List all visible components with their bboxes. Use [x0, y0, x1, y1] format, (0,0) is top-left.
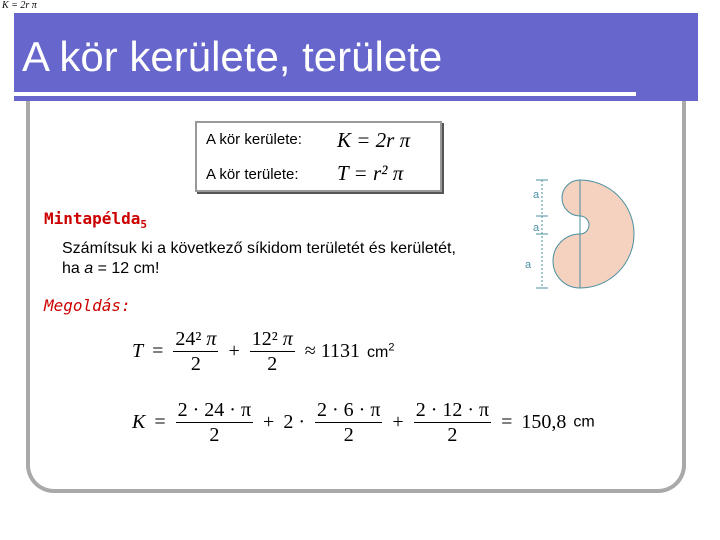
area-result: ≈ 1131 [304, 340, 360, 362]
figure-label-a1: a [533, 189, 540, 201]
task-line-2-pre: ha [62, 260, 85, 277]
area-lhs: T [132, 340, 144, 362]
page-title: A kör kerülete, területe [22, 33, 443, 80]
task-line-2-post: = 12 cm! [93, 260, 160, 277]
perimeter-result: 150,8 [521, 411, 567, 433]
area-term-1: $\frac{\text{24² π}}{2}$ [175, 328, 217, 375]
perimeter-unit: cm [573, 413, 595, 431]
perimeter-term-1-den: 2 [209, 424, 220, 446]
formula-box [195, 121, 442, 192]
area-term-2: $\frac{\text{12² π}}{2}$ [251, 328, 293, 375]
task-variable: a [84, 260, 94, 277]
area-term-2-num: 12² [251, 328, 278, 350]
area-term-1-den: 2 [190, 353, 201, 375]
perimeter-term-3-num: 2 · 12 · π [415, 399, 490, 421]
area-term-1-num: 24² [175, 328, 202, 350]
perimeter-term-1 [176, 398, 253, 447]
figure-shape [520, 176, 640, 296]
figure-outline [553, 180, 634, 288]
area-unit-exp: 2 [388, 341, 395, 354]
title-bar [14, 13, 698, 101]
area-unit-text: cm [366, 343, 389, 361]
area-equation: T = $\frac{\text{24² π}}{2}$ + $\frac{\text{12² π}}{2}$ ≈ 1131 $cm^2$ [132, 328, 395, 375]
perimeter-equation: K = $\frac{2 \cdot 24 \cdot \pi}{2}$ + 2 · $\frac{2 \cdot 6 \cdot \pi}{2}$ + $\frac{2 \cdot 12 \cdot \pi}{2}$ = 150,8 cm [132, 399, 595, 446]
perimeter-term-3-den: 2 [447, 424, 458, 446]
example-label: Mintapélda [44, 209, 141, 228]
perimeter-term-1-num: 2 · 24 · π [177, 399, 252, 421]
perimeter-formula: K = 2r π [337, 128, 411, 152]
corner-formula: K = 2r π [2, 0, 37, 11]
example-heading [44, 209, 147, 231]
title-underline [14, 92, 636, 96]
perimeter-term-2-num: 2 · 6 · π [317, 399, 381, 421]
area-unit [366, 341, 395, 361]
task-line-1: Számítsuk ki a következő síkidom területét és kerületét, [62, 240, 456, 257]
perimeter-coef: 2 · [283, 411, 305, 433]
task-text [62, 239, 456, 279]
area-formula: T = r² π [337, 161, 404, 185]
solution-label: Megoldás: [44, 296, 131, 315]
perimeter-term-2 [315, 398, 382, 447]
task-line-2 [62, 259, 456, 279]
perimeter-lhs: K [132, 411, 146, 433]
area-term-2-den: 2 [267, 353, 278, 375]
perimeter-term-3 [414, 398, 491, 447]
example-number: 5 [140, 218, 147, 232]
area-label: A kör területe: [206, 166, 299, 183]
figure-label-a3: a [525, 259, 532, 271]
figure-label-a2: a [533, 222, 540, 234]
perimeter-term-2-den: 2 [343, 424, 354, 446]
perimeter-label: A kör kerülete: [206, 131, 302, 148]
